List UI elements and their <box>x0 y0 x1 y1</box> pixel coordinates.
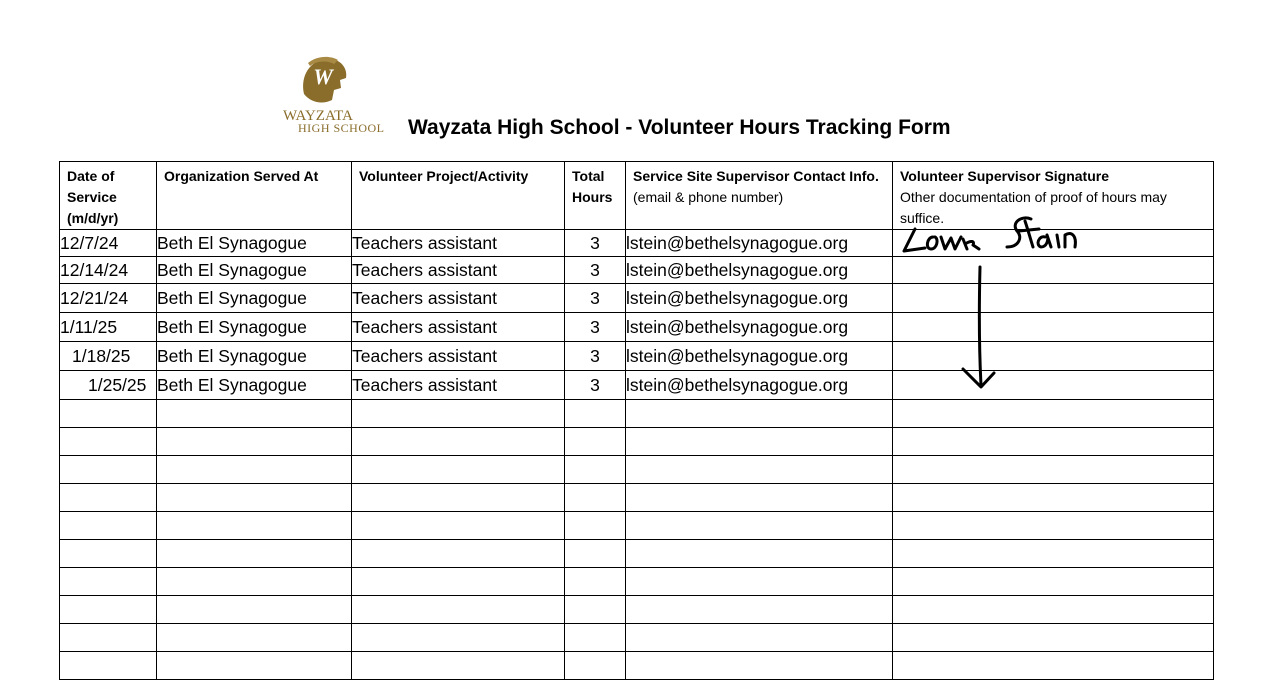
cell-date: 12/21/24 <box>60 284 157 313</box>
cell-hours: 3 <box>565 257 626 284</box>
cell-contact: lstein@bethelsynagogue.org <box>626 313 893 342</box>
cell-date: 1/11/25 <box>60 313 157 342</box>
cell-organization: Beth El Synagogue <box>157 371 352 400</box>
cell-organization: Beth El Synagogue <box>157 313 352 342</box>
cell-project: Teachers assistant <box>352 313 565 342</box>
table-row <box>60 342 1214 371</box>
cell-organization: Beth El Synagogue <box>157 257 352 284</box>
table-row-empty <box>60 624 1214 652</box>
cell-date: 12/14/24 <box>60 257 157 284</box>
header-organization: Organization Served At <box>157 162 352 230</box>
cell-date: 1/18/25 <box>60 342 157 371</box>
table-row-empty <box>60 400 1214 428</box>
school-logo-text <box>282 108 406 144</box>
header-project: Volunteer Project/Activity <box>352 162 565 230</box>
cell-signature <box>893 257 1214 284</box>
form-header <box>282 54 1042 144</box>
cell-contact: lstein@bethelsynagogue.org <box>626 371 893 400</box>
table-row-empty <box>60 484 1214 512</box>
cell-date: 1/25/25 <box>60 371 157 400</box>
cell-contact: lstein@bethelsynagogue.org <box>626 230 893 257</box>
table-row-empty <box>60 428 1214 456</box>
header-contact: Service Site Supervisor Contact Info. (email & phone number) <box>626 162 893 230</box>
table-row <box>60 257 1214 284</box>
cell-project: Teachers assistant <box>352 257 565 284</box>
cell-hours: 3 <box>565 342 626 371</box>
cell-organization: Beth El Synagogue <box>157 284 352 313</box>
table-row-empty <box>60 456 1214 484</box>
table-row-empty <box>60 540 1214 568</box>
cell-signature <box>893 342 1214 371</box>
table-row <box>60 371 1214 400</box>
cell-signature <box>893 230 1214 257</box>
cell-hours: 3 <box>565 284 626 313</box>
logo-line-wayzata: WAYZATA <box>283 108 353 124</box>
cell-contact: lstein@bethelsynagogue.org <box>626 342 893 371</box>
table-row-empty <box>60 596 1214 624</box>
header-signature: Volunteer Supervisor Signature Other documentation of proof of hours may suffice. <box>893 162 1214 230</box>
header-date: Date of Service (m/d/yr) <box>60 162 157 230</box>
cell-hours: 3 <box>565 313 626 342</box>
table-row-empty <box>60 512 1214 540</box>
table-row <box>60 284 1214 313</box>
trojan-helmet-logo-icon <box>294 54 352 108</box>
cell-signature <box>893 371 1214 400</box>
volunteer-hours-table <box>59 161 1214 680</box>
table-header-row <box>60 162 1214 230</box>
table-row-empty <box>60 568 1214 596</box>
logo-line-high-school: HIGH SCHOOL <box>298 121 385 135</box>
page-title: Wayzata High School - Volunteer Hours Tracking Form <box>408 116 951 139</box>
cell-organization: Beth El Synagogue <box>157 230 352 257</box>
cell-project: Teachers assistant <box>352 230 565 257</box>
table-row <box>60 313 1214 342</box>
cell-project: Teachers assistant <box>352 371 565 400</box>
table-row-empty <box>60 652 1214 680</box>
cell-signature <box>893 284 1214 313</box>
cell-project: Teachers assistant <box>352 342 565 371</box>
cell-contact: lstein@bethelsynagogue.org <box>626 284 893 313</box>
cell-date: 12/7/24 <box>60 230 157 257</box>
svg-text:W: W <box>313 64 333 89</box>
cell-organization: Beth El Synagogue <box>157 342 352 371</box>
cell-contact: lstein@bethelsynagogue.org <box>626 257 893 284</box>
cell-project: Teachers assistant <box>352 284 565 313</box>
cell-signature <box>893 313 1214 342</box>
header-hours: Total Hours <box>565 162 626 230</box>
table-row <box>60 230 1214 257</box>
cell-hours: 3 <box>565 230 626 257</box>
cell-hours: 3 <box>565 371 626 400</box>
